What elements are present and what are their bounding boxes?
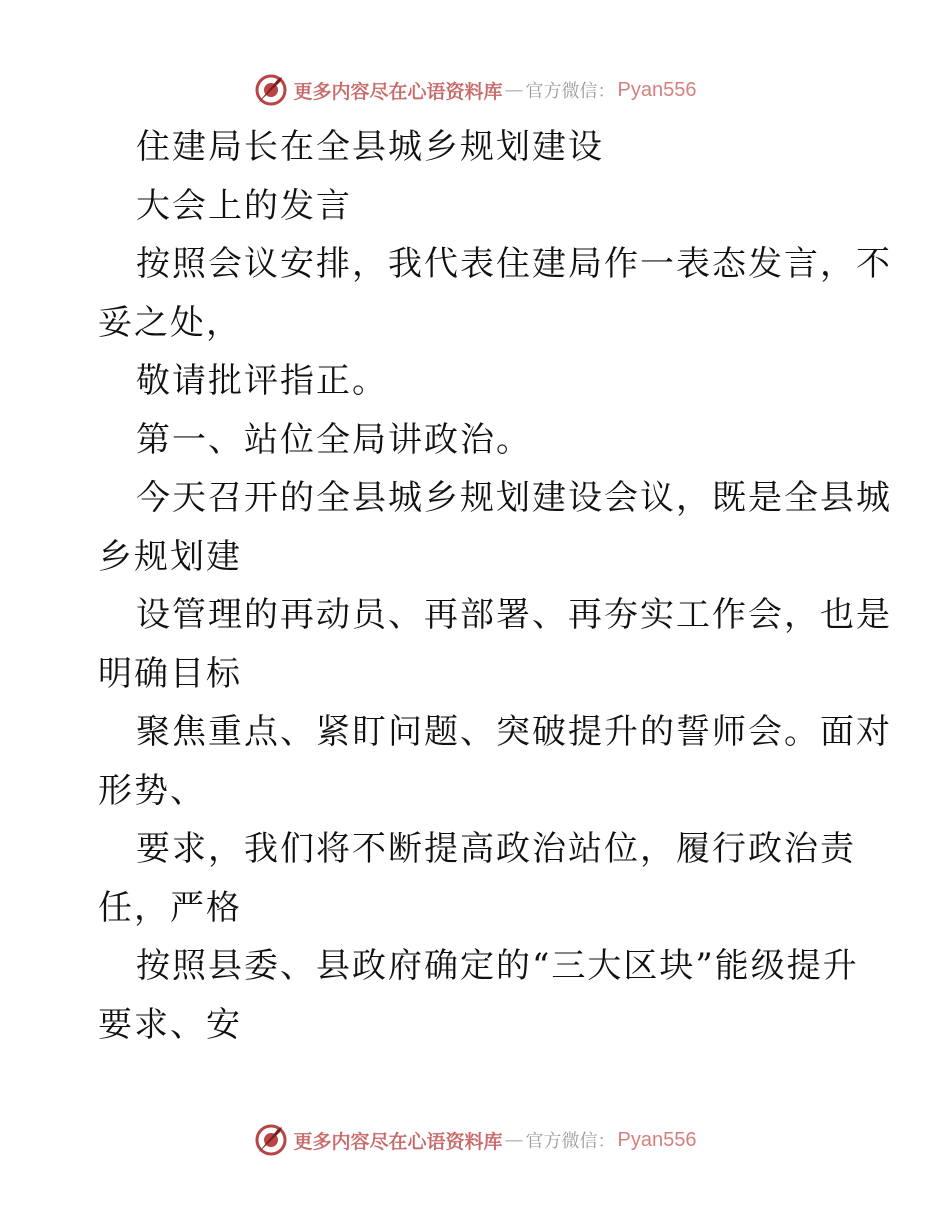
paragraph-line: 形势、 <box>98 770 206 811</box>
document-body <box>98 118 892 1054</box>
paragraph-line: 妥之处， <box>98 302 242 343</box>
paragraph-line: 设管理的再动员、再部署、再夯实工作会，也是 <box>136 595 892 635</box>
title-line-1: 住建局长在全县城乡规划建设 <box>136 127 604 167</box>
paragraph-line: 聚焦重点、紧盯问题、突破提升的誓师会。面对 <box>136 712 892 752</box>
paragraph-line: 按照县委、县政府确定的“三大区块”能级提升 <box>136 946 859 986</box>
banner-wechat-id: Pyan556 <box>617 78 697 101</box>
banner-text: 更多内容尽在心语资料库 <box>293 1130 503 1153</box>
banner-text: 更多内容尽在心语资料库 <box>293 80 503 103</box>
paragraph-line: 要求，我们将不断提高政治站位，履行政治责 <box>136 829 856 869</box>
banner-separator: — <box>504 1129 524 1151</box>
title-line-2: 大会上的发言 <box>136 185 352 226</box>
section-heading: 第一、站位全局讲政治。 <box>136 419 532 460</box>
footer-banner <box>0 1120 950 1160</box>
paragraph-line: 今天召开的全县城乡规划建设会议，既是全县城 <box>136 478 892 518</box>
paragraph-line: 任，严格 <box>98 887 242 928</box>
paragraph-line: 敬请批评指正。 <box>136 361 388 401</box>
banner-wechat-id: Pyan556 <box>617 1128 697 1151</box>
header-banner <box>0 70 950 110</box>
paragraph-line: 乡规划建 <box>98 536 242 577</box>
quill-pen-logo-icon <box>254 73 288 107</box>
banner-separator: — <box>504 79 524 101</box>
quill-pen-logo-icon <box>254 1123 288 1157</box>
paragraph-line: 按照会议安排，我代表住建局作一表态发言，不 <box>136 244 892 284</box>
paragraph-line: 明确目标 <box>98 653 242 694</box>
paragraph-line: 要求、安 <box>98 1004 242 1045</box>
banner-wechat-label: 官方微信： <box>525 81 616 102</box>
banner-wechat-label: 官方微信： <box>525 1131 616 1152</box>
